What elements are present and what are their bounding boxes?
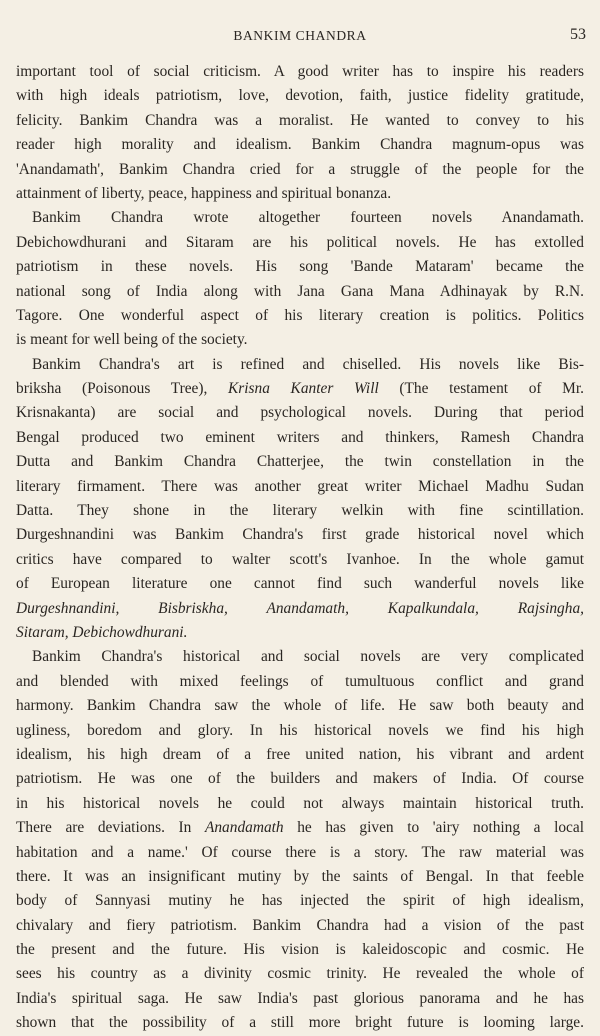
italic-segment: Anandamath [204,819,284,837]
text-segment: (The testament of Mr. [378,380,584,398]
italic-segment: Sitaram, Debichowdhurani. [16,623,188,641]
text-line: of European literature one cannot find such wanderful novels like [16,575,584,593]
text-line: Dutta and Bankim Chandra Chatterjee, the twin constellation in the [16,453,584,471]
text-line: felicity. Bankim Chandra was a moralist. He wanted to convey to his [16,111,584,129]
text-line: Debichowdhurani and Sitaram are his political novels. He has extolled [16,233,584,251]
text-line [16,377,584,401]
text-line: habitation and a name.' Of course there is a story. The raw material was [16,843,584,861]
text-line: idealism, his high dream of a free united nation, his vibrant and ardent [16,745,584,763]
running-head: BANKIM CHANDRA [233,28,367,43]
text-line: patriotism. He was one of the builders and makers of India. Of course [16,770,584,788]
text-segment: he has given to 'airy nothing a local [283,819,584,837]
text-line: Bankim Chandra's historical and social novels are very complicated [32,648,584,666]
text-line: national song of India along with Jana Gana Mana Adhinayak by R.N. [16,282,584,300]
text-line: Datta. They shone in the literary welkin with fine scintillation. [16,502,584,520]
text-line: in his historical novels he could not always maintain historical truth. [16,794,584,812]
text-line: attainment of liberty, peace, happiness and spiritual bonanza. [16,184,392,202]
text-line: literary firmament. There was another great writer Michael Madhu Sudan [16,477,584,495]
page-header [0,28,600,48]
text-line: Durgeshnandini was Bankim Chandra's first grade historical novel which [16,526,584,544]
text-line: Krisnakanta) are social and psychological novels. During that period [16,404,584,422]
text-line: Bengal produced two eminent writers and thinkers, Ramesh Chandra [16,428,584,446]
text-line [16,597,584,621]
text-line: there. It was an insignificant mutiny by the saints of Bengal. In that feeble [16,867,584,885]
text-line: and blended with mixed feelings of tumultuous conflict and grand [16,672,584,690]
text-segment: There are deviations. In [16,819,205,837]
text-line: Tagore. One wonderful aspect of his literary creation is politics. Politics [16,306,584,324]
page-number: 53 [570,26,586,43]
text-line: with high ideals patriotism, love, devotion, faith, justice fidelity gratitude, [16,87,584,105]
text-line: ugliness, boredom and glory. In his historical novels we find his high [16,721,584,739]
text-line: Bankim Chandra wrote altogether fourteen novels Anandamath. [32,209,584,227]
text-line: harmony. Bankim Chandra saw the whole of life. He saw both beauty and [16,697,584,715]
text-segment: briksha (Poisonous Tree), [16,380,228,398]
text-line: important tool of social criticism. A good writer has to inspire his readers [16,63,584,80]
italic-segment: Durgeshnandini, Bisbriskha, Anandamath, Kapalkundala, Rajsingha, [16,599,584,617]
text-line [16,621,584,645]
text-line: patriotism in these novels. His song 'Bande Mataram' became the [16,258,584,276]
text-line: sees his country as a divinity cosmic trinity. He revealed the whole of [16,965,584,983]
italic-segment: Krisna Kanter Will [228,380,379,398]
text-line: India's spiritual saga. He saw India's past glorious panorama and he has [16,989,584,1007]
text-line: body of Sannyasi mutiny he has injected the spirit of high idealism, [16,892,584,910]
text-line [16,816,584,840]
body-text [16,60,584,1036]
text-line: critics have compared to walter scott's Ivanhoe. In the whole gamut [16,550,584,568]
text-line: chivalary and fiery patriotism. Bankim Chandra had a vision of the past [16,916,584,934]
text-line: the present and the future. His vision is kaleidoscopic and cosmic. He [16,941,584,959]
text-line: reader high morality and idealism. Bankim Chandra magnum-opus was [16,136,584,154]
text-line: shown that the possibility of a still more bright future is looming large. [16,1014,584,1032]
text-line: is meant for well being of the society. [16,331,248,349]
text-line: Bankim Chandra's art is refined and chiselled. His novels like Bis- [32,355,584,373]
text-line: 'Anandamath', Bankim Chandra cried for a struggle of the people for the [16,160,584,178]
